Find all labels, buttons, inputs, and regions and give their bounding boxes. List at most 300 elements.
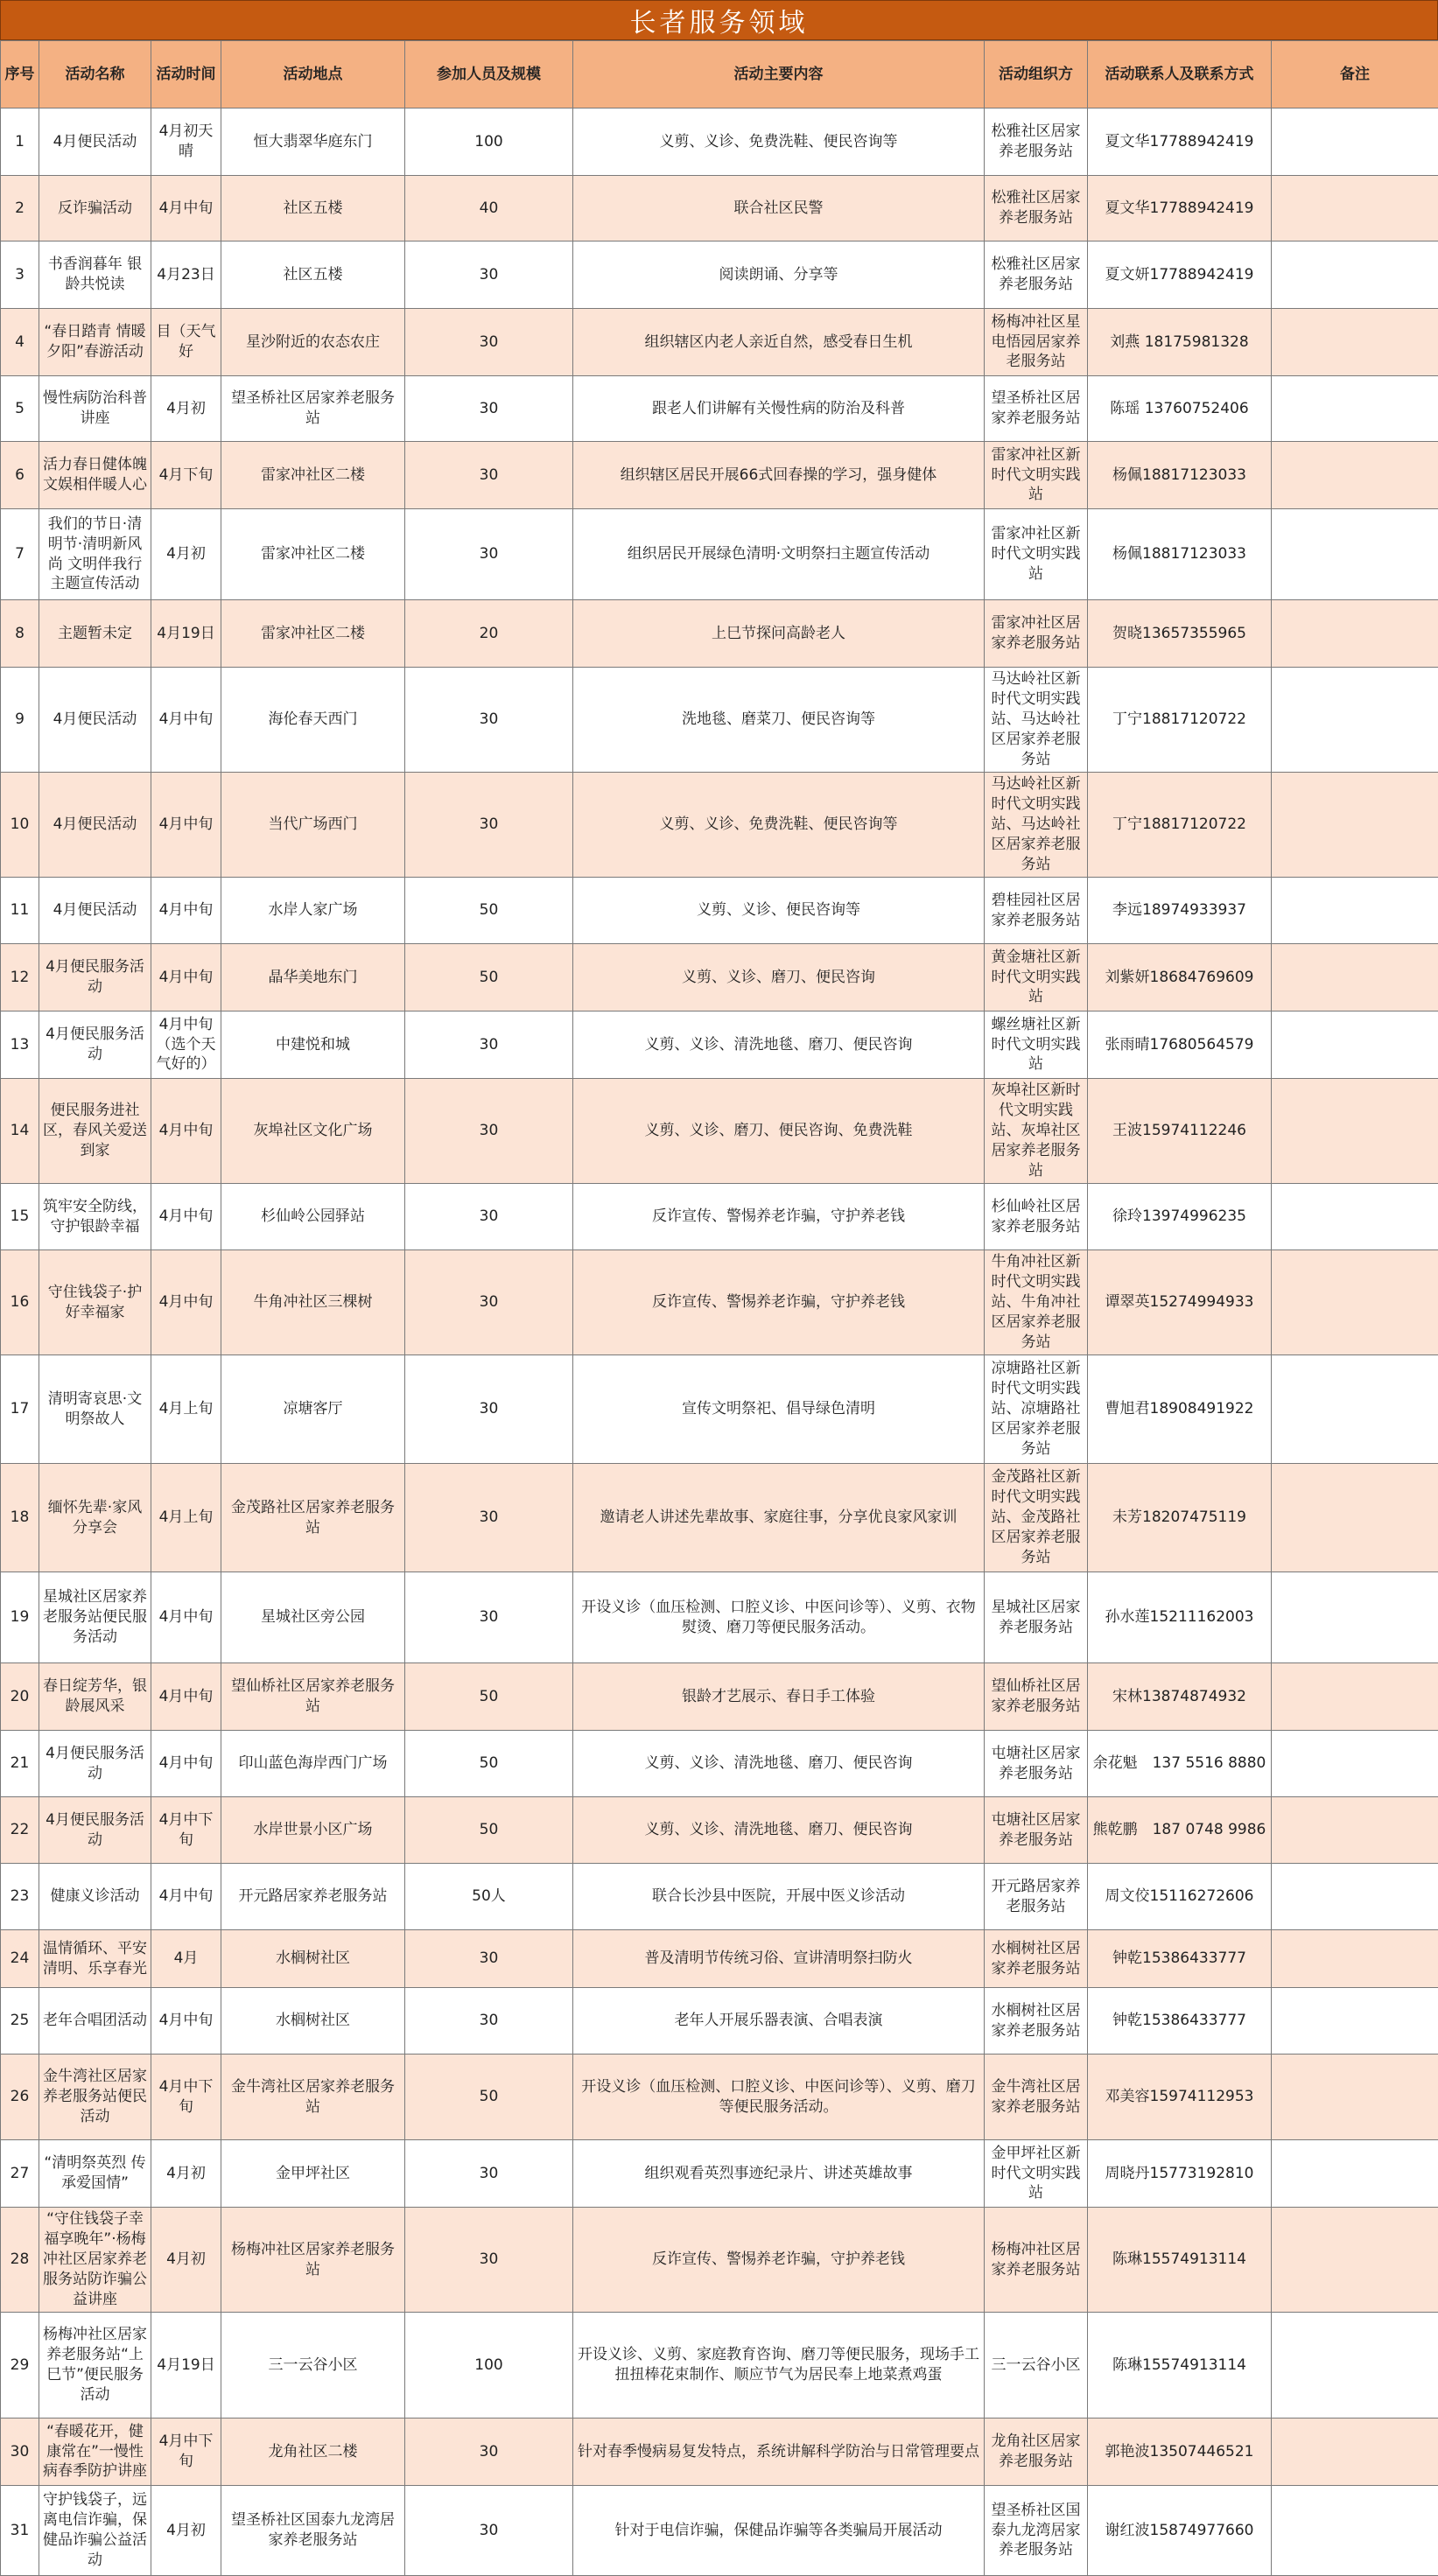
cell-scale[interactable]: 50 — [405, 1731, 573, 1797]
cell-note[interactable] — [1272, 2418, 1438, 2486]
cell-note[interactable] — [1272, 878, 1438, 944]
cell-contact[interactable]: 陈琳15574913114 — [1088, 2313, 1272, 2418]
cell-org[interactable]: 金茂路社区新时代文明实践站、金茂路社区居家养老服务站 — [985, 1464, 1088, 1572]
cell-scale[interactable]: 20 — [405, 600, 573, 668]
cell-note[interactable] — [1272, 1079, 1438, 1184]
cell-name[interactable]: 4月便民服务活动 — [39, 1797, 151, 1864]
cell-place[interactable]: 雷家冲社区二楼 — [221, 509, 405, 600]
cell-contact[interactable]: 夏文华17788942419 — [1088, 108, 1272, 176]
cell-contact[interactable]: 余花魁 137 5516 8880 — [1088, 1731, 1272, 1797]
cell-note[interactable] — [1272, 309, 1438, 376]
cell-org[interactable]: 望圣桥社区国泰九龙湾居家养老服务站 — [985, 2486, 1088, 2576]
cell-content[interactable]: 组织辖区居民开展66式回春操的学习，强身健体 — [573, 442, 985, 509]
cell-contact[interactable]: 夏文华17788942419 — [1088, 176, 1272, 242]
cell-contact[interactable]: 杨佩18817123033 — [1088, 442, 1272, 509]
cell-scale[interactable]: 100 — [405, 2313, 573, 2418]
cell-place[interactable]: 望圣桥社区居家养老服务站 — [221, 376, 405, 442]
cell-scale[interactable]: 50 — [405, 944, 573, 1012]
cell-time[interactable]: 4月中下旬 — [151, 2418, 221, 2486]
cell-org[interactable]: 水榈树社区居家养老服务站 — [985, 1930, 1088, 1988]
cell-content[interactable]: 义剪、义诊、清洗地毯、磨刀、便民咨询 — [573, 1797, 985, 1864]
cell-name[interactable]: 温情循环、平安清明、乐享春光 — [39, 1930, 151, 1988]
cell-contact[interactable]: 王波15974112246 — [1088, 1079, 1272, 1184]
cell-org[interactable]: 雷家冲社区居家养老服务站 — [985, 600, 1088, 668]
cell-scale[interactable]: 50 — [405, 2054, 573, 2140]
cell-note[interactable] — [1272, 2486, 1438, 2576]
cell-name[interactable]: 我们的节日·清明节·清明新风尚 文明伴我行主题宣传活动 — [39, 509, 151, 600]
cell-contact[interactable]: 贺晓13657355965 — [1088, 600, 1272, 668]
cell-name[interactable]: 老年合唱团活动 — [39, 1988, 151, 2054]
cell-scale[interactable]: 30 — [405, 442, 573, 509]
header-no: 序号 — [1, 41, 39, 108]
header-note: 备注 — [1272, 41, 1438, 108]
cell-no[interactable]: 25 — [1, 1988, 39, 2054]
cell-content[interactable]: 开设义诊、义剪、家庭教育咨询、磨刀等便民服务，现场手工扭扭棒花束制作、顺应节气为居民奉上地菜煮鸡蛋 — [573, 2313, 985, 2418]
cell-org[interactable]: 雷家冲社区新时代文明实践站 — [985, 509, 1088, 600]
cell-content[interactable]: 反诈宣传、警惕养老诈骗，守护养老钱 — [573, 1184, 985, 1250]
header-name: 活动名称 — [39, 41, 151, 108]
cell-content[interactable]: 普及清明节传统习俗、宣讲清明祭扫防火 — [573, 1930, 985, 1988]
cell-name[interactable]: 4月便民服务活动 — [39, 944, 151, 1012]
cell-time[interactable]: 4月初天晴 — [151, 108, 221, 176]
table-row — [1, 1731, 1438, 1797]
cell-content[interactable]: 阅读朗诵、分享等 — [573, 242, 985, 309]
header-time: 活动时间 — [151, 41, 221, 108]
cell-note[interactable] — [1272, 1250, 1438, 1355]
cell-org[interactable]: 金牛湾社区居家养老服务站 — [985, 2054, 1088, 2140]
table-row — [1, 2054, 1438, 2140]
cell-time[interactable]: 4月初 — [151, 2140, 221, 2208]
cell-contact[interactable]: 周文佼15116272606 — [1088, 1864, 1272, 1930]
cell-place[interactable]: 星沙附近的农态农庄 — [221, 309, 405, 376]
cell-name[interactable]: 主题暂未定 — [39, 600, 151, 668]
cell-org[interactable]: 凉塘路社区新时代文明实践站、凉塘路社区居家养老服务站 — [985, 1355, 1088, 1464]
cell-contact[interactable]: 邓美容15974112953 — [1088, 2054, 1272, 2140]
cell-time[interactable]: 4月中旬 — [151, 1988, 221, 2054]
cell-name[interactable]: 春日绽芳华，银龄展风采 — [39, 1663, 151, 1731]
cell-no[interactable]: 16 — [1, 1250, 39, 1355]
cell-place[interactable]: 金牛湾社区居家养老服务站 — [221, 2054, 405, 2140]
cell-contact[interactable]: 谭翠英15274994933 — [1088, 1250, 1272, 1355]
cell-place[interactable]: 当代广场西门 — [221, 773, 405, 878]
cell-place[interactable]: 中建悦和城 — [221, 1012, 405, 1079]
cell-no[interactable]: 23 — [1, 1864, 39, 1930]
cell-no[interactable]: 11 — [1, 878, 39, 944]
cell-note[interactable] — [1272, 1731, 1438, 1797]
cell-org[interactable]: 马达岭社区新时代文明实践站、马达岭社区居家养老服务站 — [985, 668, 1088, 773]
cell-name[interactable]: “清明祭英烈 传承爱国情” — [39, 2140, 151, 2208]
cell-contact[interactable]: 杨佩18817123033 — [1088, 509, 1272, 600]
cell-no[interactable]: 21 — [1, 1731, 39, 1797]
cell-note[interactable] — [1272, 1663, 1438, 1731]
cell-org[interactable]: 碧桂园社区居家养老服务站 — [985, 878, 1088, 944]
cell-content[interactable]: 义剪、义诊、清洗地毯、磨刀、便民咨询 — [573, 1731, 985, 1797]
cell-content[interactable]: 义剪、义诊、免费洗鞋、便民咨询等 — [573, 773, 985, 878]
cell-name[interactable]: 4月便民服务活动 — [39, 1731, 151, 1797]
cell-content[interactable]: 邀请老人讲述先辈故事、家庭往事，分享优良家风家训 — [573, 1464, 985, 1572]
cell-no[interactable]: 20 — [1, 1663, 39, 1731]
cell-time[interactable]: 4月初 — [151, 509, 221, 600]
cell-place[interactable]: 社区五楼 — [221, 242, 405, 309]
cell-no[interactable]: 13 — [1, 1012, 39, 1079]
cell-scale[interactable]: 30 — [405, 2208, 573, 2313]
cell-no[interactable]: 8 — [1, 600, 39, 668]
cell-scale[interactable]: 30 — [405, 1012, 573, 1079]
cell-time[interactable]: 4月中旬 — [151, 1864, 221, 1930]
cell-place[interactable]: 灰埠社区文化广场 — [221, 1079, 405, 1184]
cell-content[interactable]: 义剪、义诊、清洗地毯、磨刀、便民咨询 — [573, 1012, 985, 1079]
table-row — [1, 668, 1438, 773]
table-row — [1, 878, 1438, 944]
cell-scale[interactable]: 50 — [405, 1663, 573, 1731]
cell-name[interactable]: 守住钱袋子·护好幸福家 — [39, 1250, 151, 1355]
cell-name[interactable]: 书香润暮年 银龄共悦读 — [39, 242, 151, 309]
cell-scale[interactable]: 40 — [405, 176, 573, 242]
cell-content[interactable]: 义剪、义诊、便民咨询等 — [573, 878, 985, 944]
cell-time[interactable]: 4月中旬 — [151, 668, 221, 773]
cell-contact[interactable]: 刘燕 18175981328 — [1088, 309, 1272, 376]
cell-name[interactable]: 4月便民活动 — [39, 668, 151, 773]
cell-org[interactable]: 马达岭社区新时代文明实践站、马达岭社区居家养老服务站 — [985, 773, 1088, 878]
cell-name[interactable]: 便民服务进社区，春风关爱送到家 — [39, 1079, 151, 1184]
cell-place[interactable]: 晶华美地东门 — [221, 944, 405, 1012]
cell-place[interactable]: 金茂路社区居家养老服务站 — [221, 1464, 405, 1572]
cell-note[interactable] — [1272, 509, 1438, 600]
cell-no[interactable]: 9 — [1, 668, 39, 773]
cell-scale[interactable]: 30 — [405, 2486, 573, 2576]
cell-note[interactable] — [1272, 108, 1438, 176]
cell-time[interactable]: 目（天气好 — [151, 309, 221, 376]
table-row — [1, 1464, 1438, 1572]
cell-content[interactable]: 联合长沙县中医院，开展中医义诊活动 — [573, 1864, 985, 1930]
cell-time[interactable]: 4月中旬 — [151, 1079, 221, 1184]
cell-org[interactable]: 雷家冲社区新时代文明实践站 — [985, 442, 1088, 509]
cell-place[interactable]: 牛角冲社区三棵树 — [221, 1250, 405, 1355]
cell-time[interactable]: 4月中旬 — [151, 1184, 221, 1250]
cell-content[interactable]: 义剪、义诊、磨刀、便民咨询 — [573, 944, 985, 1012]
table-row — [1, 600, 1438, 668]
cell-scale[interactable]: 30 — [405, 309, 573, 376]
cell-content[interactable]: 上巳节探问高龄老人 — [573, 600, 985, 668]
cell-note[interactable] — [1272, 1012, 1438, 1079]
cell-scale[interactable]: 50人 — [405, 1864, 573, 1930]
cell-time[interactable]: 4月 — [151, 1930, 221, 1988]
cell-org[interactable]: 屯塘社区居家养老服务站 — [985, 1731, 1088, 1797]
cell-content[interactable]: 反诈宣传、警惕养老诈骗，守护养老钱 — [573, 2208, 985, 2313]
cell-time[interactable]: 4月中下旬 — [151, 2054, 221, 2140]
cell-org[interactable]: 屯塘社区居家养老服务站 — [985, 1797, 1088, 1864]
cell-time[interactable]: 4月中旬 — [151, 1731, 221, 1797]
cell-org[interactable]: 龙角社区居家养老服务站 — [985, 2418, 1088, 2486]
cell-content[interactable]: 银龄才艺展示、春日手工体验 — [573, 1663, 985, 1731]
cell-name[interactable]: 反诈骗活动 — [39, 176, 151, 242]
cell-contact[interactable]: 钟乾15386433777 — [1088, 1988, 1272, 2054]
cell-contact[interactable]: 李远18974933937 — [1088, 878, 1272, 944]
cell-place[interactable]: 望仙桥社区居家养老服务站 — [221, 1663, 405, 1731]
cell-name[interactable]: “春日踏青 情暖夕阳”春游活动 — [39, 309, 151, 376]
cell-org[interactable]: 螺丝塘社区新时代文明实践站 — [985, 1012, 1088, 1079]
cell-name[interactable]: 4月便民活动 — [39, 773, 151, 878]
cell-org[interactable]: 牛角冲社区新时代文明实践站、牛角冲社区居家养老服务站 — [985, 1250, 1088, 1355]
cell-no[interactable]: 27 — [1, 2140, 39, 2208]
header-place: 活动地点 — [221, 41, 405, 108]
cell-org[interactable]: 杨梅冲社区星电悟园居家养老服务站 — [985, 309, 1088, 376]
cell-no[interactable]: 30 — [1, 2418, 39, 2486]
cell-no[interactable]: 17 — [1, 1355, 39, 1464]
cell-content[interactable]: 洗地毯、磨菜刀、便民咨询等 — [573, 668, 985, 773]
cell-content[interactable]: 宣传文明祭祀、倡导绿色清明 — [573, 1355, 985, 1464]
cell-contact[interactable]: 未芳18207475119 — [1088, 1464, 1272, 1572]
table-row — [1, 1663, 1438, 1731]
cell-org[interactable]: 杉仙岭社区居家养老服务站 — [985, 1184, 1088, 1250]
cell-name[interactable]: 金牛湾社区居家养老服务站便民活动 — [39, 2054, 151, 2140]
cell-place[interactable]: 水岸人家广场 — [221, 878, 405, 944]
cell-no[interactable]: 22 — [1, 1797, 39, 1864]
cell-name[interactable]: “守住钱袋子幸福享晚年”·杨梅冲社区居家养老服务站防诈骗公益讲座 — [39, 2208, 151, 2313]
cell-content[interactable]: 针对春季慢病易复发特点，系统讲解科学防治与日常管理要点 — [573, 2418, 985, 2486]
cell-content[interactable]: 跟老人们讲解有关慢性病的防治及科普 — [573, 376, 985, 442]
cell-time[interactable]: 4月初 — [151, 2208, 221, 2313]
cell-contact[interactable]: 郭艳波13507446521 — [1088, 2418, 1272, 2486]
cell-scale[interactable]: 30 — [405, 376, 573, 442]
cell-org[interactable]: 开元路居家养老服务站 — [985, 1864, 1088, 1930]
cell-no[interactable]: 2 — [1, 176, 39, 242]
cell-scale[interactable]: 30 — [405, 509, 573, 600]
cell-note[interactable] — [1272, 1988, 1438, 2054]
cell-place[interactable]: 凉塘客厅 — [221, 1355, 405, 1464]
cell-note[interactable] — [1272, 2313, 1438, 2418]
cell-time[interactable]: 4月中旬 — [151, 1663, 221, 1731]
cell-scale[interactable]: 30 — [405, 773, 573, 878]
cell-scale[interactable]: 30 — [405, 1184, 573, 1250]
cell-note[interactable] — [1272, 442, 1438, 509]
cell-org[interactable]: 松雅社区居家养老服务站 — [985, 176, 1088, 242]
cell-note[interactable] — [1272, 1797, 1438, 1864]
cell-time[interactable]: 4月初 — [151, 2486, 221, 2576]
cell-org[interactable]: 黄金塘社区新时代文明实践站 — [985, 944, 1088, 1012]
cell-contact[interactable]: 孙水莲15211162003 — [1088, 1572, 1272, 1663]
cell-no[interactable]: 12 — [1, 944, 39, 1012]
cell-note[interactable] — [1272, 2208, 1438, 2313]
cell-no[interactable]: 14 — [1, 1079, 39, 1184]
header-content: 活动主要内容 — [573, 41, 985, 108]
cell-scale[interactable]: 30 — [405, 1464, 573, 1572]
cell-place[interactable]: 海伦春天西门 — [221, 668, 405, 773]
cell-no[interactable]: 4 — [1, 309, 39, 376]
cell-place[interactable]: 杉仙岭公园驿站 — [221, 1184, 405, 1250]
cell-org[interactable]: 松雅社区居家养老服务站 — [985, 242, 1088, 309]
cell-place[interactable]: 金甲坪社区 — [221, 2140, 405, 2208]
cell-time[interactable]: 4月19日 — [151, 600, 221, 668]
cell-time[interactable]: 4月中旬 — [151, 773, 221, 878]
cell-contact[interactable]: 宋林13874874932 — [1088, 1663, 1272, 1731]
table-row — [1, 376, 1438, 442]
cell-time[interactable]: 4月中旬 — [151, 944, 221, 1012]
cell-contact[interactable]: 徐玲13974996235 — [1088, 1184, 1272, 1250]
cell-org[interactable]: 水榈树社区居家养老服务站 — [985, 1988, 1088, 2054]
cell-place[interactable]: 望圣桥社区国泰九龙湾居家养老服务站 — [221, 2486, 405, 2576]
cell-note[interactable] — [1272, 1930, 1438, 1988]
cell-place[interactable]: 杨梅冲社区居家养老服务站 — [221, 2208, 405, 2313]
cell-note[interactable] — [1272, 668, 1438, 773]
cell-note[interactable] — [1272, 376, 1438, 442]
table-row — [1, 509, 1438, 600]
cell-scale[interactable]: 50 — [405, 1797, 573, 1864]
cell-note[interactable] — [1272, 600, 1438, 668]
cell-contact[interactable]: 熊乾鹏 187 0748 9986 — [1088, 1797, 1272, 1864]
cell-note[interactable] — [1272, 1184, 1438, 1250]
cell-scale[interactable]: 30 — [405, 2418, 573, 2486]
cell-content[interactable]: 反诈宣传、警惕养老诈骗，守护养老钱 — [573, 1250, 985, 1355]
cell-name[interactable]: “春暖花开，健康常在”一慢性病春季防护讲座 — [39, 2418, 151, 2486]
cell-note[interactable] — [1272, 773, 1438, 878]
cell-content[interactable]: 组织观看英烈事迹纪录片、讲述英雄故事 — [573, 2140, 985, 2208]
cell-time[interactable]: 4月23日 — [151, 242, 221, 309]
cell-no[interactable]: 31 — [1, 2486, 39, 2576]
cell-scale[interactable]: 30 — [405, 1988, 573, 2054]
cell-name[interactable]: 守护钱袋子，远离电信诈骗，保健品诈骗公益活动 — [39, 2486, 151, 2576]
cell-contact[interactable]: 钟乾15386433777 — [1088, 1930, 1272, 1988]
cell-no[interactable]: 3 — [1, 242, 39, 309]
cell-place[interactable]: 龙角社区二楼 — [221, 2418, 405, 2486]
cell-time[interactable]: 4月上旬 — [151, 1355, 221, 1464]
cell-time[interactable]: 4月中下旬 — [151, 1797, 221, 1864]
cell-note[interactable] — [1272, 176, 1438, 242]
cell-no[interactable]: 6 — [1, 442, 39, 509]
cell-contact[interactable]: 谢红波15874977660 — [1088, 2486, 1272, 2576]
cell-contact[interactable]: 刘紫妍18684769609 — [1088, 944, 1272, 1012]
cell-note[interactable] — [1272, 2054, 1438, 2140]
cell-no[interactable]: 19 — [1, 1572, 39, 1663]
cell-contact[interactable]: 丁宁18817120722 — [1088, 668, 1272, 773]
table-row — [1, 176, 1438, 242]
cell-contact[interactable]: 夏文妍17788942419 — [1088, 242, 1272, 309]
cell-time[interactable]: 4月初 — [151, 376, 221, 442]
cell-content[interactable]: 义剪、义诊、免费洗鞋、便民咨询等 — [573, 108, 985, 176]
cell-scale[interactable]: 30 — [405, 1930, 573, 1988]
cell-place[interactable]: 社区五楼 — [221, 176, 405, 242]
cell-no[interactable]: 18 — [1, 1464, 39, 1572]
cell-org[interactable]: 望仙桥社区居家养老服务站 — [985, 1663, 1088, 1731]
cell-name[interactable]: 杨梅冲社区居家养老服务站“上巳节”便民服务活动 — [39, 2313, 151, 2418]
cell-note[interactable] — [1272, 1464, 1438, 1572]
cell-no[interactable]: 10 — [1, 773, 39, 878]
cell-name[interactable]: 星城社区居家养老服务站便民服务活动 — [39, 1572, 151, 1663]
cell-place[interactable]: 水岸世景小区广场 — [221, 1797, 405, 1864]
cell-org[interactable]: 星城社区居家养老服务站 — [985, 1572, 1088, 1663]
cell-time[interactable]: 4月中旬 — [151, 878, 221, 944]
cell-place[interactable]: 印山蓝色海岸西门广场 — [221, 1731, 405, 1797]
cell-note[interactable] — [1272, 242, 1438, 309]
cell-org[interactable]: 三一云谷小区 — [985, 2313, 1088, 2418]
cell-no[interactable]: 15 — [1, 1184, 39, 1250]
cell-note[interactable] — [1272, 2140, 1438, 2208]
cell-time[interactable]: 4月19日 — [151, 2313, 221, 2418]
cell-name[interactable]: 筑牢安全防线，守护银龄幸福 — [39, 1184, 151, 1250]
cell-contact[interactable]: 曹旭君18908491922 — [1088, 1355, 1272, 1464]
cell-scale[interactable]: 30 — [405, 1079, 573, 1184]
cell-no[interactable]: 26 — [1, 2054, 39, 2140]
cell-contact[interactable]: 陈琳15574913114 — [1088, 2208, 1272, 2313]
cell-place[interactable]: 三一云谷小区 — [221, 2313, 405, 2418]
cell-note[interactable] — [1272, 1864, 1438, 1930]
table-row — [1, 1355, 1438, 1464]
cell-content[interactable]: 开设义诊（血压检测、口腔义诊、中医问诊等）、义剪、衣物熨烫、磨刀等便民服务活动。 — [573, 1572, 985, 1663]
cell-place[interactable]: 雷家冲社区二楼 — [221, 600, 405, 668]
cell-content[interactable]: 联合社区民警 — [573, 176, 985, 242]
cell-note[interactable] — [1272, 1355, 1438, 1464]
cell-scale[interactable]: 100 — [405, 108, 573, 176]
cell-time[interactable]: 4月下旬 — [151, 442, 221, 509]
cell-name[interactable]: 活力春日健体魄文娱相伴暖人心 — [39, 442, 151, 509]
table-row — [1, 2313, 1438, 2418]
table-row — [1, 108, 1438, 176]
table-row — [1, 1012, 1438, 1079]
cell-name[interactable]: 4月便民活动 — [39, 108, 151, 176]
cell-content[interactable]: 组织居民开展绿色清明·文明祭扫主题宣传活动 — [573, 509, 985, 600]
cell-content[interactable]: 开设义诊（血压检测、口腔义诊、中医问诊等）、义剪、磨刀等便民服务活动。 — [573, 2054, 985, 2140]
cell-content[interactable]: 针对于电信诈骗，保健品诈骗等各类骗局开展活动 — [573, 2486, 985, 2576]
cell-scale[interactable]: 30 — [405, 2140, 573, 2208]
cell-no[interactable]: 28 — [1, 2208, 39, 2313]
cell-no[interactable]: 5 — [1, 376, 39, 442]
cell-org[interactable]: 金甲坪社区新时代文明实践站 — [985, 2140, 1088, 2208]
cell-scale[interactable]: 30 — [405, 1355, 573, 1464]
cell-note[interactable] — [1272, 944, 1438, 1012]
cell-name[interactable]: 4月便民活动 — [39, 878, 151, 944]
cell-content[interactable]: 老年人开展乐器表演、合唱表演 — [573, 1988, 985, 2054]
cell-name[interactable]: 缅怀先辈·家风分享会 — [39, 1464, 151, 1572]
cell-org[interactable]: 杨梅冲社区居家养老服务站 — [985, 2208, 1088, 2313]
cell-place[interactable]: 水榈树社区 — [221, 1930, 405, 1988]
cell-place[interactable]: 恒大翡翠华庭东门 — [221, 108, 405, 176]
cell-scale[interactable]: 30 — [405, 242, 573, 309]
cell-contact[interactable]: 陈瑶 13760752406 — [1088, 376, 1272, 442]
cell-no[interactable]: 24 — [1, 1930, 39, 1988]
cell-contact[interactable]: 张雨晴17680564579 — [1088, 1012, 1272, 1079]
cell-scale[interactable]: 30 — [405, 1250, 573, 1355]
cell-place[interactable]: 星城社区旁公园 — [221, 1572, 405, 1663]
cell-place[interactable]: 水榈树社区 — [221, 1988, 405, 2054]
cell-no[interactable]: 7 — [1, 509, 39, 600]
cell-scale[interactable]: 30 — [405, 668, 573, 773]
cell-org[interactable]: 灰埠社区新时代文明实践站、灰埠社区居家养老服务站 — [985, 1079, 1088, 1184]
cell-no[interactable]: 29 — [1, 2313, 39, 2418]
cell-name[interactable]: 4月便民服务活动 — [39, 1012, 151, 1079]
header-scale: 参加人员及规模 — [405, 41, 573, 108]
cell-name[interactable]: 清明寄哀思·文明祭故人 — [39, 1355, 151, 1464]
cell-time[interactable]: 4月中旬 — [151, 1572, 221, 1663]
cell-scale[interactable]: 50 — [405, 878, 573, 944]
cell-name[interactable]: 慢性病防治科普讲座 — [39, 376, 151, 442]
cell-contact[interactable]: 丁宁18817120722 — [1088, 773, 1272, 878]
cell-time[interactable]: 4月上旬 — [151, 1464, 221, 1572]
cell-no[interactable]: 1 — [1, 108, 39, 176]
cell-content[interactable]: 组织辖区内老人亲近自然，感受春日生机 — [573, 309, 985, 376]
cell-time[interactable]: 4月中旬 — [151, 176, 221, 242]
cell-note[interactable] — [1272, 1572, 1438, 1663]
cell-org[interactable]: 望圣桥社区居家养老服务站 — [985, 376, 1088, 442]
cell-name[interactable]: 健康义诊活动 — [39, 1864, 151, 1930]
cell-place[interactable]: 开元路居家养老服务站 — [221, 1864, 405, 1930]
cell-content[interactable]: 义剪、义诊、磨刀、便民咨询、免费洗鞋 — [573, 1079, 985, 1184]
cell-contact[interactable]: 周晓丹15773192810 — [1088, 2140, 1272, 2208]
cell-time[interactable]: 4月中旬 — [151, 1250, 221, 1355]
cell-time[interactable]: 4月中旬（选个天气好的） — [151, 1012, 221, 1079]
cell-org[interactable]: 松雅社区居家养老服务站 — [985, 108, 1088, 176]
cell-scale[interactable]: 30 — [405, 1572, 573, 1663]
cell-place[interactable]: 雷家冲社区二楼 — [221, 442, 405, 509]
